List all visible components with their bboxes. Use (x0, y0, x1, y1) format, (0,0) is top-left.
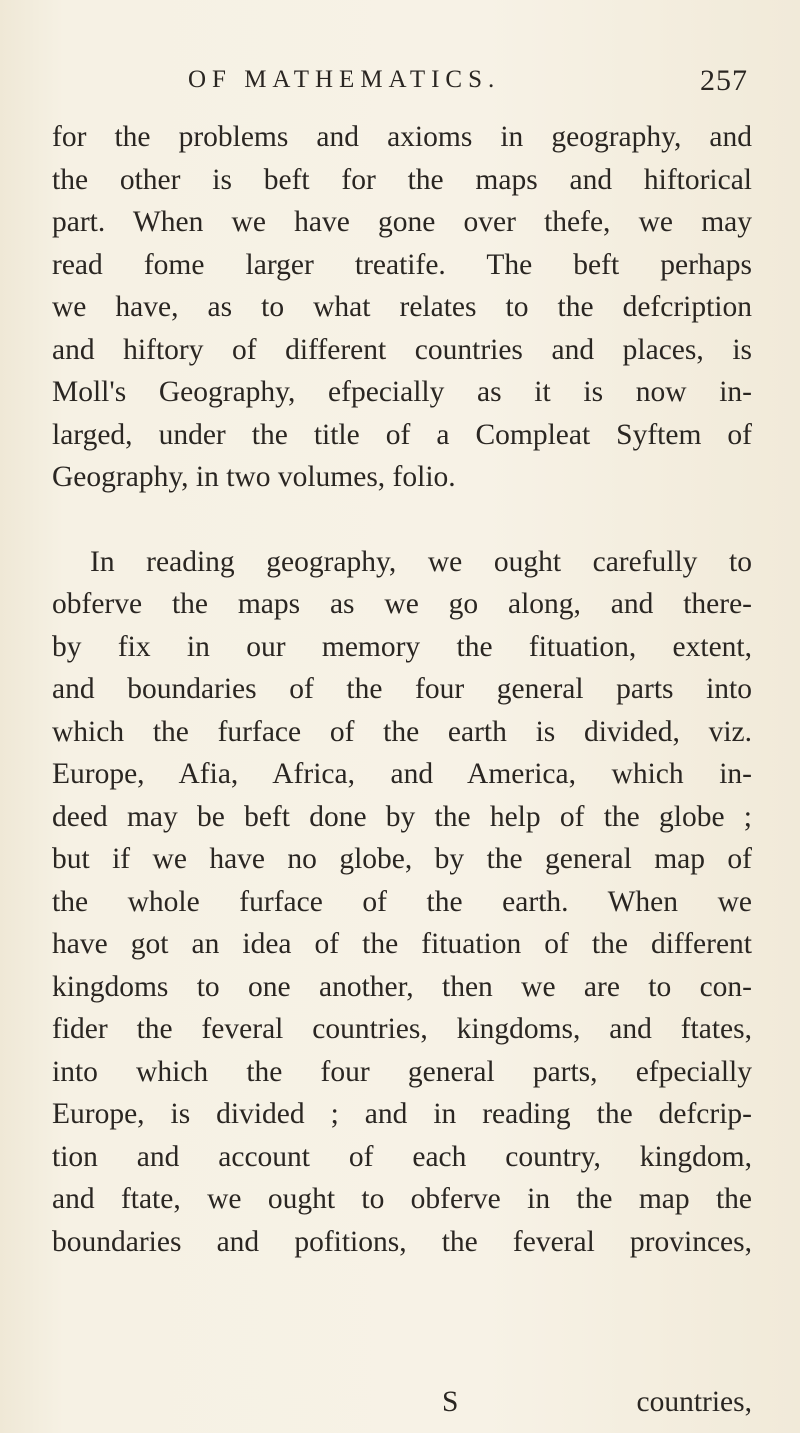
paragraph-gap (52, 499, 752, 541)
text-line: deed may be beft done by the help of the globe ; (52, 800, 752, 833)
text-line: tion and account of each country, kingdom, (52, 1140, 752, 1173)
text-line: the whole furface of the earth. When we (52, 885, 752, 918)
page-header (188, 66, 748, 106)
text-line: kingdoms to one another, then we are to con- (52, 970, 752, 1003)
text-line: In reading geography, we ought carefully to (90, 545, 752, 578)
text-line: read fome larger treatife. The beft perhaps (52, 248, 752, 281)
catchword: countries, (636, 1386, 752, 1418)
text-line: larged, under the title of a Compleat Syftem of (52, 418, 752, 451)
paragraph-2 (52, 541, 752, 1264)
text-line: Geography, in two volumes, folio. (52, 461, 456, 493)
signature-mark: S (442, 1386, 459, 1418)
text-line: Europe, Afia, Africa, and America, which in- (52, 758, 752, 790)
text-line: into which the four general parts, efpecially (52, 1055, 752, 1088)
running-head: OF MATHEMATICS. (188, 66, 501, 93)
page-number: 257 (700, 64, 748, 97)
text-line: but if we have no globe, by the general map of (52, 843, 752, 875)
text-line: fider the feveral countries, kingdoms, and ftates, (52, 1013, 752, 1045)
text-line: have got an idea of the fituation of the different (52, 928, 752, 960)
text-line: boundaries and pofitions, the feveral provinces, (52, 1225, 752, 1258)
text-line: the other is beft for the maps and hiftorical (52, 163, 752, 196)
text-line: Europe, is divided ; and in reading the defcrip- (52, 1098, 752, 1130)
text-line: we have, as to what relates to the defcription (52, 291, 752, 323)
text-line: obferve the maps as we go along, and there- (52, 588, 752, 620)
paragraph-1 (52, 116, 752, 499)
page-footer (52, 1386, 752, 1428)
text-line: for the problems and axioms in geography, and (52, 121, 752, 153)
text-line: and ftate, we ought to obferve in the map the (52, 1183, 752, 1215)
text-line: by fix in our memory the fituation, extent, (52, 630, 752, 663)
text-line: part. When we have gone over thefe, we may (52, 206, 752, 238)
text-line: and boundaries of the four general parts into (52, 673, 752, 705)
text-line: and hiftory of different countries and places, is (52, 333, 752, 366)
text-line: which the furface of the earth is divided, viz. (52, 715, 752, 748)
text-line: Moll's Geography, efpecially as it is now in- (52, 376, 752, 408)
body-text (52, 116, 752, 1263)
